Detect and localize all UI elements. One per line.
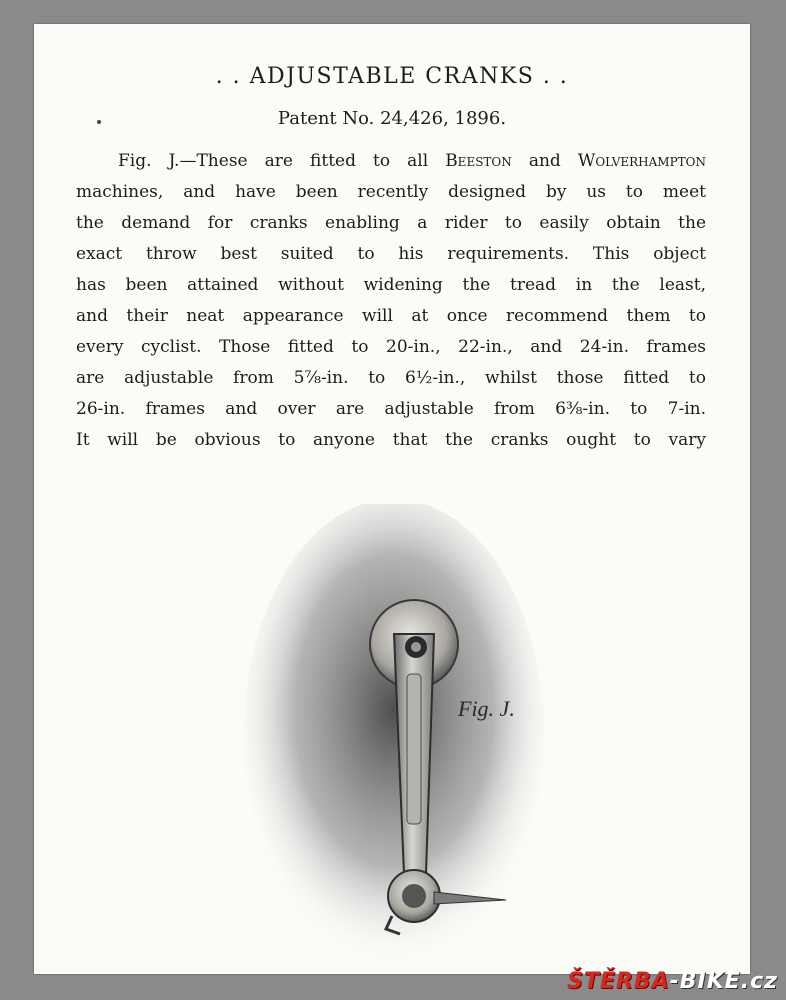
paragraph-line: It will be obvious to anyone that the cranks ought to vary: [76, 430, 706, 450]
page-title: . . ADJUSTABLE CRANKS . .: [215, 64, 569, 89]
crank-slot: [407, 674, 421, 824]
paragraph-line: has been attained without widening the tread in the least,: [76, 275, 706, 295]
paragraph-line: 26-in. frames and over are adjustable from 6⅜-in. to 7-in.: [76, 399, 706, 419]
brand-wolverhampton: Wolverhampton: [577, 151, 706, 171]
watermark-domain: -BIKE.cz: [669, 969, 778, 994]
paragraph-line: are adjustable from 5⅞-in. to 6½-in., whilst those fitted to: [76, 368, 706, 388]
paragraph-line: [76, 146, 706, 177]
figure-caption: Fig. J.: [458, 696, 515, 721]
paragraph-line: exact throw best suited to his requirements. This object: [76, 244, 706, 264]
line-text: Fig. J.—These are fitted to all: [118, 151, 446, 171]
paragraph-line: the demand for cranks enabling a rider to easily obtain the: [76, 213, 706, 233]
watermark-brand: ŠTĚRBA: [567, 969, 670, 994]
paragraph-line: and their neat appearance will at once recommend them to: [76, 306, 706, 326]
line-text: and: [511, 151, 578, 171]
patent-number: Patent No. 24,426, 1896.: [277, 108, 507, 129]
description-paragraph: [76, 146, 706, 456]
paragraph-line: every cyclist. Those fitted to 20-in., 22-in., and 24-in. frames: [76, 337, 706, 357]
crank-illustration: [244, 504, 544, 964]
brand-beeston: Beeston: [445, 151, 512, 171]
site-watermark: [567, 969, 778, 994]
catalog-page: [34, 24, 750, 974]
paragraph-line: machines, and have been recently designed by us to meet: [76, 182, 706, 202]
